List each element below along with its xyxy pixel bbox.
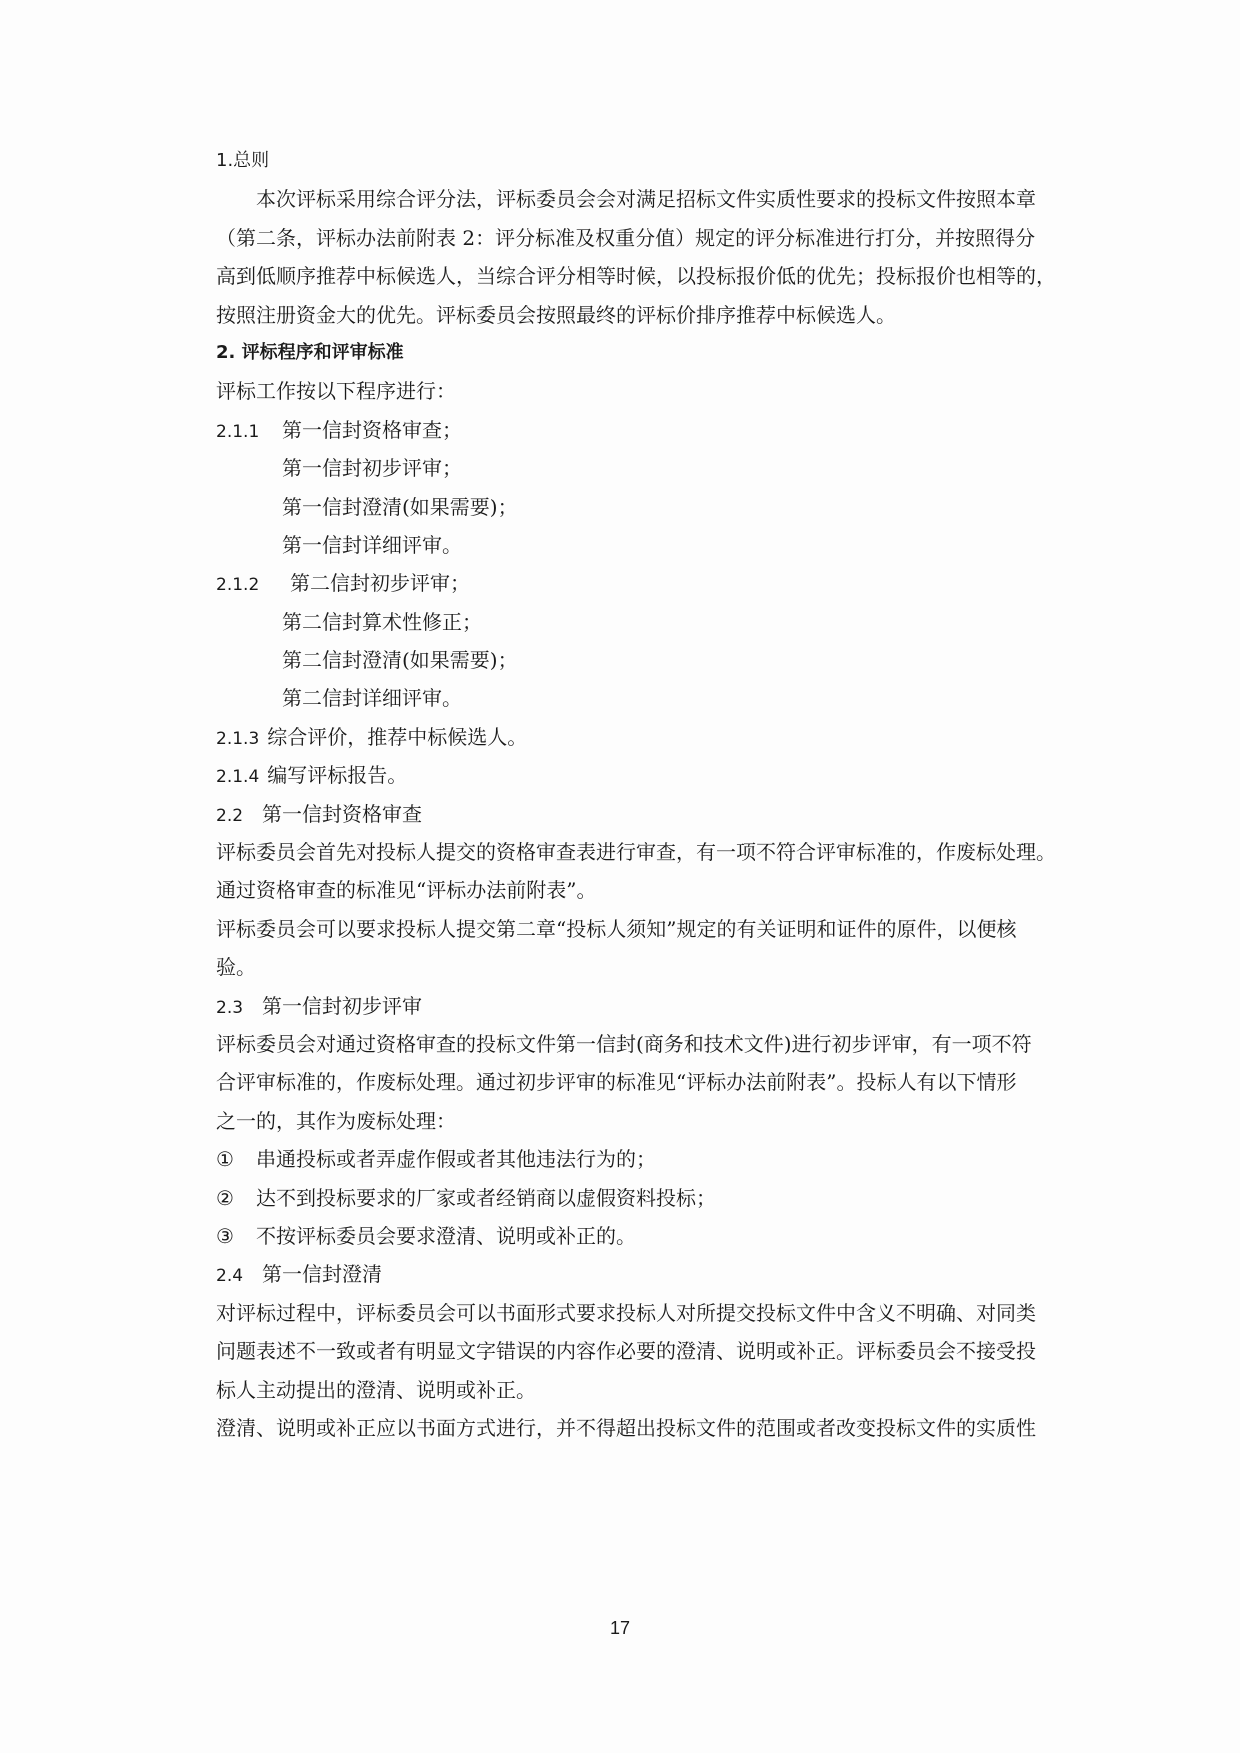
paragraph-line: 验。 — [216, 955, 256, 980]
paragraph-line: 高到低顺序推荐中标候选人，当综合评分相等时候，以投标报价低的优先；投标报价也相等的， — [216, 264, 1056, 289]
list-item — [216, 1140, 1116, 1178]
list-item-2-1-1 — [216, 411, 1116, 449]
paragraph-line: 对评标过程中，评标委员会可以书面形式要求投标人对所提交投标文件中含义不明确、对同类 — [216, 1300, 1036, 1325]
list-item-text: 编写评标报告。 — [267, 763, 408, 788]
list-item: 第一信封详细评审。 — [282, 532, 462, 557]
list-item: 第二信封澄清(如果需要)； — [282, 648, 518, 673]
paragraph-line: 问题表述不一致或者有明显文字错误的内容作必要的澄清、说明或补正。评标委员会不接受投 — [216, 1339, 1036, 1364]
section-heading-general: 1.总则 — [216, 150, 270, 171]
paragraph-line: 本次评标采用综合评分法，评标委员会会对满足招标文件实质性要求的投标文件按照本章 — [256, 187, 1036, 212]
clause-number: 2.1.1 — [216, 421, 260, 442]
paragraph-line: 澄清、说明或补正应以书面方式进行，并不得超出投标文件的范围或者改变投标文件的实质性 — [216, 1415, 1036, 1440]
list-item: 第一信封澄清(如果需要)； — [282, 494, 518, 519]
list-item-text: 达不到投标要求的厂家或者经销商以虚假资料投标； — [256, 1185, 716, 1210]
subsection-title: 第一信封澄清 — [262, 1262, 382, 1287]
list-item-text: 综合评价，推荐中标候选人。 — [267, 724, 528, 749]
paragraph-line: 合评审标准的，作废标处理。通过初步评审的标准见“评标办法前附表”。投标人有以下情形 — [216, 1070, 1017, 1095]
paragraph-line: （第二条，评标办法前附表 2：评分标准及权重分值）规定的评分标准进行打分，并按照得分 — [216, 225, 1036, 250]
clause-number: 2.1.3 — [216, 728, 260, 749]
subsection-heading-2-2 — [216, 795, 1116, 833]
clause-number: 2.1.2 — [216, 575, 260, 596]
document-body — [216, 142, 1116, 1447]
list-item-2-1-3 — [216, 718, 1116, 756]
list-item-text: 第二信封初步评审； — [290, 571, 470, 596]
subsection-heading-2-4 — [216, 1255, 1116, 1293]
section-heading-procedure: 2. 评标程序和评审标准 — [216, 341, 404, 363]
subsection-title: 第一信封初步评审 — [262, 993, 422, 1018]
list-item-text: 不按评标委员会要求澄清、说明或补正的。 — [256, 1223, 636, 1248]
subsection-title: 第一信封资格审查 — [262, 801, 422, 826]
circled-number: ③ — [216, 1223, 234, 1248]
clause-number: 2.2 — [216, 805, 244, 826]
list-item-2-1-2 — [216, 564, 1116, 602]
page-number: 17 — [609, 1618, 631, 1638]
paragraph-line: 评标委员会可以要求投标人提交第二章“投标人须知”规定的有关证明和证件的原件，以便核 — [216, 916, 1017, 941]
paragraph-line: 按照注册资金大的优先。评标委员会按照最终的评标价排序推荐中标候选人。 — [216, 302, 896, 327]
paragraph-line: 标人主动提出的澄清、说明或补正。 — [216, 1377, 536, 1402]
list-item-text: 第一信封资格审查； — [282, 417, 462, 442]
list-item-text: 串通投标或者弄虚作假或者其他违法行为的； — [256, 1147, 656, 1172]
paragraph-line: 通过资格审查的标准见“评标办法前附表”。 — [216, 878, 597, 903]
list-item — [216, 1179, 1116, 1217]
clause-number: 2.3 — [216, 997, 244, 1018]
subsection-heading-2-3 — [216, 987, 1116, 1025]
paragraph-line: 评标委员会对通过资格审查的投标文件第一信封(商务和技术文件)进行初步评审，有一项不符 — [216, 1031, 1032, 1056]
paragraph-line: 之一的，其作为废标处理： — [216, 1108, 456, 1133]
list-item — [216, 1217, 1116, 1255]
list-item: 第二信封算术性修正； — [282, 609, 482, 634]
paragraph-line: 评标工作按以下程序进行： — [216, 379, 456, 404]
clause-number: 2.4 — [216, 1266, 244, 1287]
circled-number: ① — [216, 1147, 234, 1172]
list-item: 第一信封初步评审； — [282, 456, 462, 481]
clause-number: 2.1.4 — [216, 767, 260, 788]
circled-number: ② — [216, 1185, 234, 1210]
paragraph-line: 评标委员会首先对投标人提交的资格审查表进行审查，有一项不符合评审标准的，作废标处理。 — [216, 840, 1056, 865]
list-item-2-1-4 — [216, 756, 1116, 794]
list-item: 第二信封详细评审。 — [282, 686, 462, 711]
